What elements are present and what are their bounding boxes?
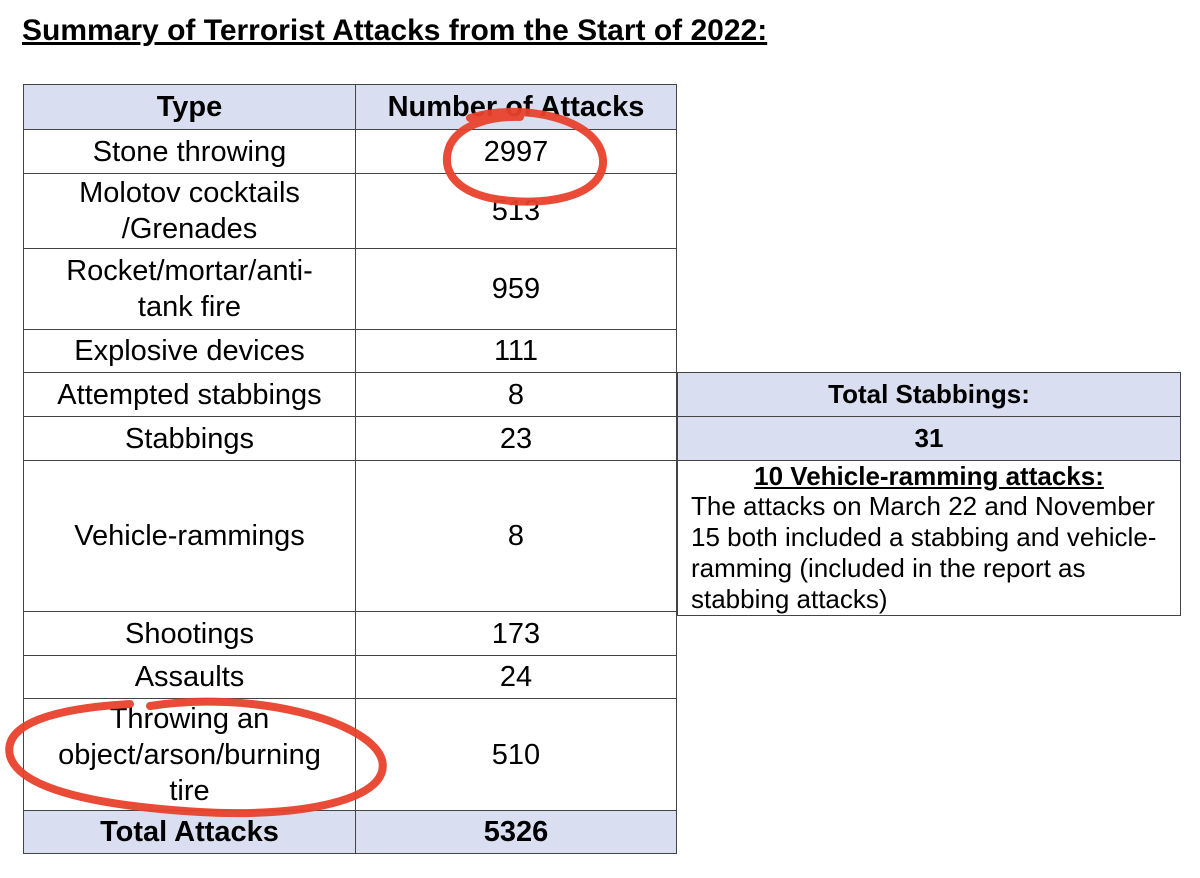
total-value: 5326 — [356, 811, 677, 854]
count-cell: 513 — [356, 174, 677, 249]
count-cell: 24 — [356, 656, 677, 699]
vehicle-ramming-body — [678, 491, 1180, 615]
count-cell: 510 — [356, 699, 677, 811]
type-line: Stabbings — [125, 422, 254, 455]
vehicle-ramming-title: 10 Vehicle-ramming attacks: — [754, 461, 1104, 491]
type-line: object/arson/burning — [58, 738, 321, 771]
type-line: tire — [169, 774, 210, 807]
table-row — [24, 656, 677, 699]
type-line: Attempted stabbings — [57, 378, 322, 411]
note-line: ramming (included in the report as — [691, 553, 1086, 583]
table-row — [24, 330, 677, 373]
type-cell — [24, 373, 356, 417]
attacks-table — [23, 84, 677, 854]
type-cell — [24, 612, 356, 656]
type-cell — [24, 249, 356, 330]
table-row — [24, 417, 677, 461]
type-line: Molotov cocktails — [79, 177, 300, 209]
total-stabbings-value: 31 — [678, 417, 1181, 461]
table-row — [24, 249, 677, 330]
count-cell: 8 — [356, 373, 677, 417]
header-number-of-attacks: Number of Attacks — [356, 85, 677, 130]
type-cell — [24, 417, 356, 461]
count-cell: 8 — [356, 461, 677, 612]
type-cell — [24, 330, 356, 373]
type-line: Vehicle-rammings — [74, 520, 305, 552]
count-cell: 2997 — [356, 130, 677, 174]
table-row — [24, 461, 677, 612]
count-cell: 111 — [356, 330, 677, 373]
count-cell: 959 — [356, 249, 677, 330]
type-line: /Grenades — [121, 213, 258, 245]
table-row — [24, 130, 677, 174]
table-row — [24, 699, 677, 811]
type-line: tank fire — [137, 291, 242, 323]
vehicle-ramming-note — [678, 461, 1181, 616]
total-stabbings-label: Total Stabbings: — [678, 373, 1181, 417]
type-line: Rocket/mortar/anti- — [66, 255, 313, 287]
note-line: The attacks on March 22 and November — [691, 491, 1155, 521]
header-type: Type — [24, 85, 356, 130]
table-row — [24, 373, 677, 417]
type-cell — [24, 699, 356, 811]
total-label: Total Attacks — [24, 811, 356, 854]
count-cell: 23 — [356, 417, 677, 461]
table-row — [24, 174, 677, 249]
type-cell — [24, 174, 356, 249]
type-cell — [24, 656, 356, 699]
side-notes-table — [677, 372, 1181, 616]
note-line: stabbing attacks) — [691, 584, 888, 614]
note-line: 15 both included a stabbing and vehicle- — [691, 522, 1157, 552]
type-cell — [24, 461, 356, 612]
type-line: Explosive devices — [74, 335, 305, 367]
type-line: Assaults — [134, 661, 245, 693]
type-line: Stone throwing — [92, 135, 287, 168]
type-line: Shootings — [125, 617, 254, 650]
count-cell: 173 — [356, 612, 677, 656]
table-row — [24, 612, 677, 656]
table-header-row — [24, 85, 677, 130]
total-row — [24, 811, 677, 854]
type-line: Throwing an — [109, 702, 270, 735]
page-title: Summary of Terrorist Attacks from the Start of 2022: — [22, 14, 768, 47]
type-cell — [24, 130, 356, 174]
